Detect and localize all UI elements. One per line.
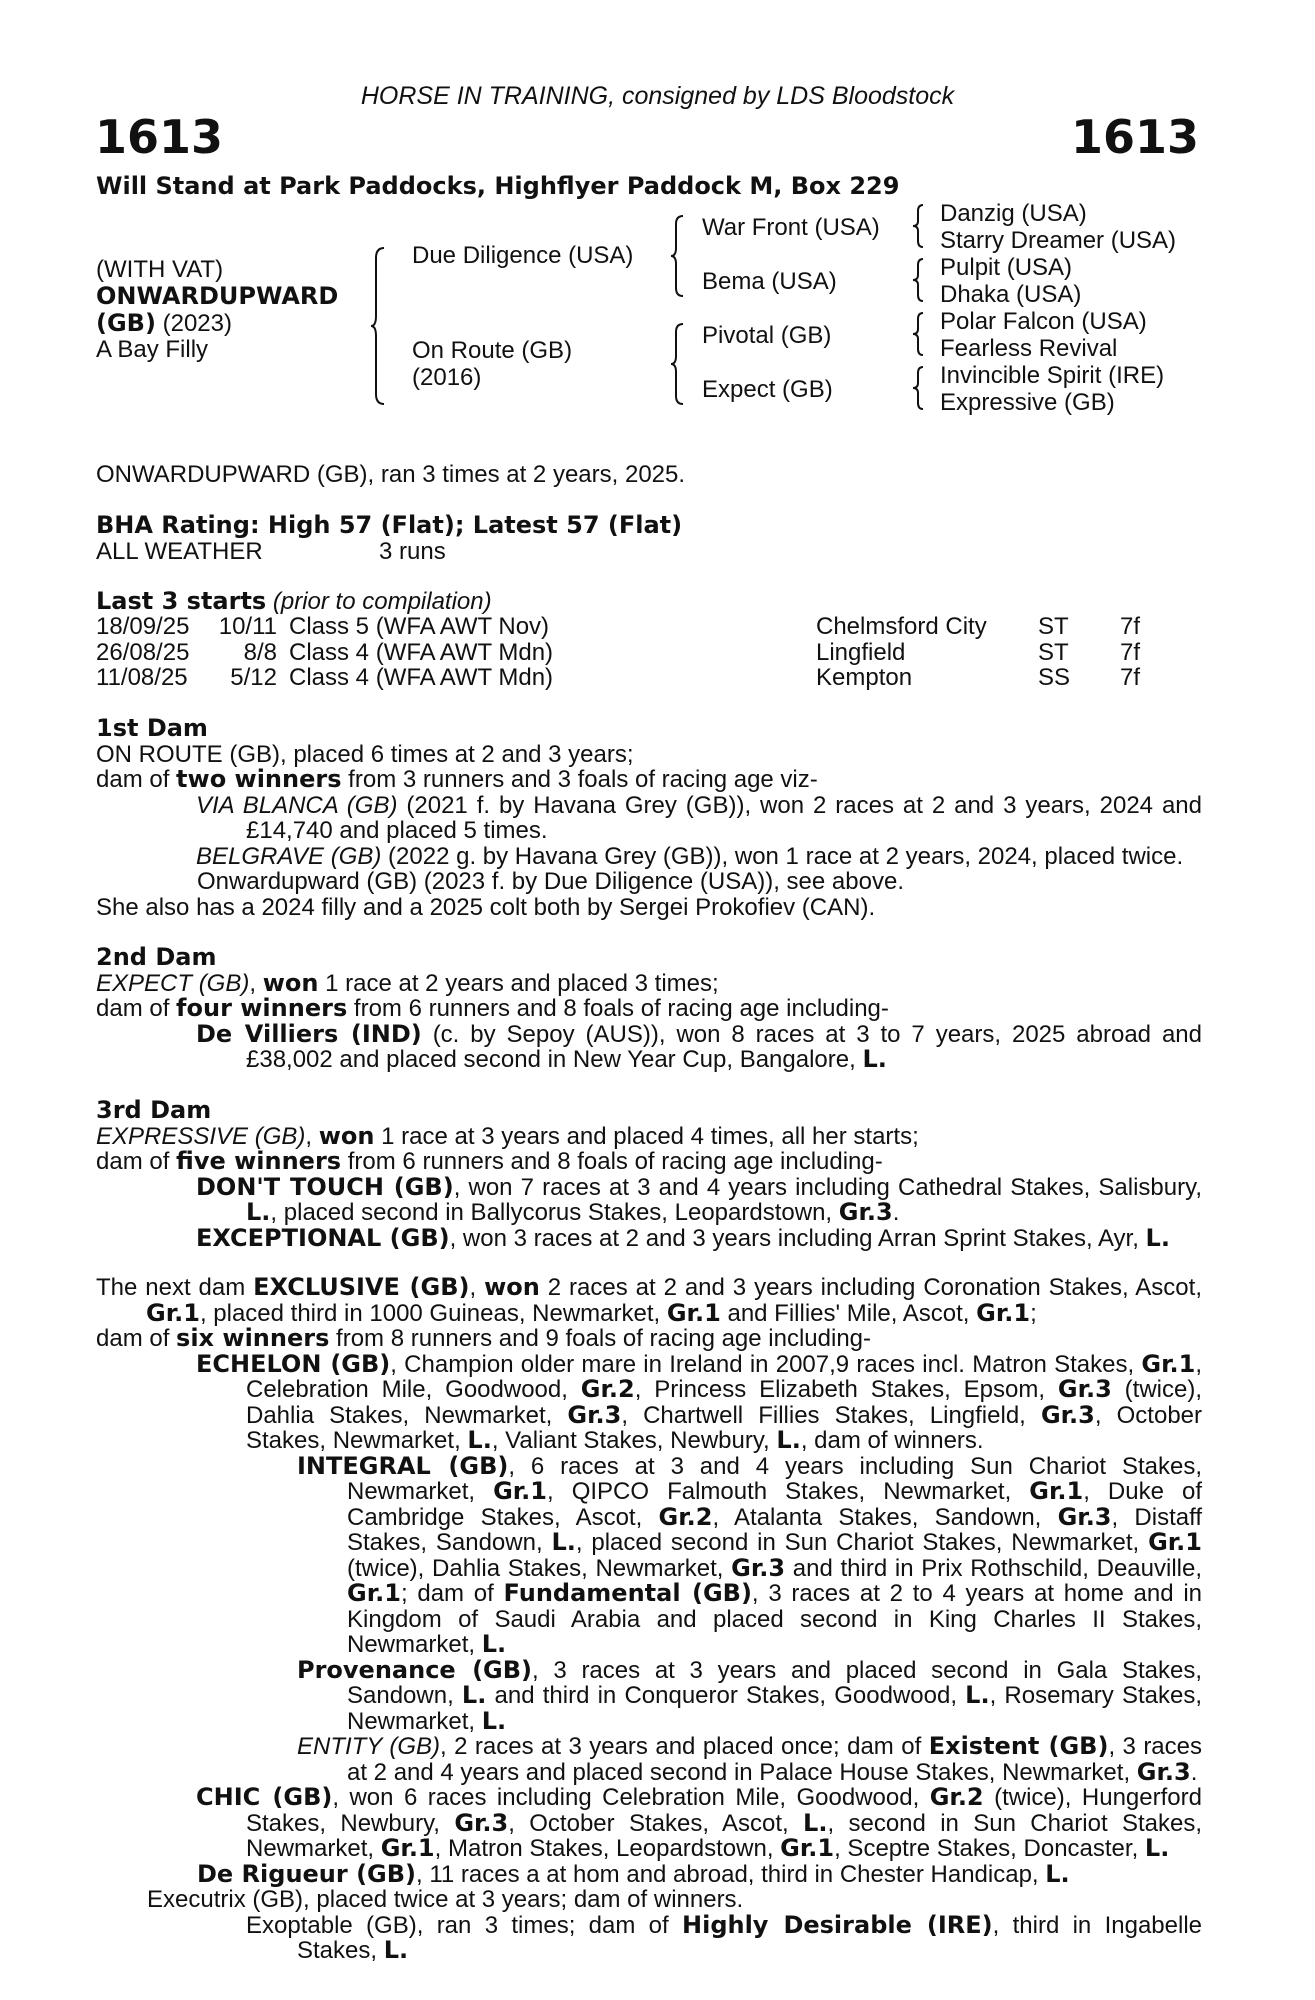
- start-class: Class 4 (WFA AWT Mdn): [289, 638, 554, 666]
- start-date: 11/08/25: [96, 664, 188, 691]
- summary-block: [96, 462, 1202, 488]
- start-row: [96, 665, 1202, 691]
- progeny-chic: CHIC (GB), won 6 races including Celebration Mile, Goodwood, Gr.2 (twice), Hungerford Stakes, Newbury, Gr.3, October Stakes, Ascot, L., second in Sun Chariot Stakes, Newmarket, Gr.1, Matron Stakes, Leopardstown, Gr.1, Sceptre Stakes, Doncaster, L.: [196, 1783, 1203, 1862]
- second-dam-section: [96, 945, 1202, 1073]
- start-course: Chelmsford City: [816, 613, 987, 640]
- dam-sire: Pivotal (GB): [702, 322, 832, 349]
- brace-sire: [670, 214, 686, 298]
- sire-sire-sire: Danzig (USA): [940, 200, 1087, 227]
- sire-sire-dam: Starry Dreamer (USA): [940, 227, 1177, 254]
- start-course: Lingfield: [816, 638, 906, 666]
- start-dist: 7f: [1120, 664, 1141, 691]
- next-dam-line1: The next dam EXCLUSIVE (GB), won 2 races at 2 and 3 years including Coronation Stakes, Ascot, Gr.1, placed third in 1000 Guineas, Newmarket, Gr.1 and Fillies' Mile, Ascot, Gr.1;: [96, 1273, 1202, 1327]
- progeny-de-villiers: De Villiers (IND) (c. by Sepoy (AUS)), won 8 races at 3 to 7 years, 2025 abroad and £38,002 and placed second in New Year Cup, Bangalore, L.: [196, 1019, 1202, 1073]
- start-pos: 10/11: [218, 613, 277, 640]
- first-dam-section: [96, 716, 1202, 920]
- brace-gen3-1: [912, 203, 926, 249]
- last-starts-heading: [96, 589, 1202, 615]
- third-dam-section: [96, 1098, 1202, 1251]
- progeny-belgrave: BELGRAVE (GB) (2022 g. by Havana Grey (GB)), won 1 race at 2 years, 2024, placed twice.: [196, 842, 1184, 870]
- vat-label: (WITH VAT): [96, 256, 224, 283]
- start-class: Class 5 (WFA AWT Nov): [289, 613, 550, 640]
- dam-dam-dam: Expressive (GB): [940, 389, 1115, 416]
- progeny-executrix: Executrix (GB), placed twice at 3 years; dam of winners.: [147, 1886, 744, 1913]
- third-dam-line2: dam of five winners from 6 runners and 8 foals of racing age including-: [96, 1147, 883, 1175]
- horse-name: ONWARDUPWARD: [96, 282, 339, 310]
- dam: On Route (GB): [412, 337, 573, 364]
- last-starts-note: (prior to compilation): [266, 588, 492, 615]
- start-dist: 7f: [1120, 638, 1141, 666]
- progeny-exoptable: Exoptable (GB), ran 3 times; dam of Highly Desirable (IRE), third in Ingabelle Stakes, L.: [246, 1910, 1203, 1964]
- second-dam-heading: 2nd Dam: [96, 943, 217, 971]
- start-going: ST: [1038, 638, 1069, 666]
- first-dam-note: She also has a 2024 filly and a 2025 colt both by Sergei Prokofiev (CAN).: [96, 893, 876, 921]
- surface-label: ALL WEATHER: [96, 537, 263, 565]
- sire-sire: War Front (USA): [702, 214, 880, 241]
- progeny-de-rigueur: De Rigueur (GB), 11 races a at hom and abroad, third in Chester Handicap, L.: [197, 1859, 1070, 1888]
- third-dam-heading: 3rd Dam: [96, 1096, 212, 1124]
- last-starts-title: Last 3 starts: [96, 587, 267, 615]
- progeny-dont-touch: DON'T TOUCH (GB), won 7 races at 3 and 4 years including Cathedral Stakes, Salisbury, L., placed second in Ballycorus Stakes, Leopardstown, Gr.3.: [196, 1172, 1202, 1226]
- start-pos: 8/8: [243, 638, 277, 666]
- first-dam-line1: ON ROUTE (GB), placed 6 times at 2 and 3 years;: [96, 740, 634, 768]
- start-row: [96, 640, 1202, 666]
- progeny-entity: ENTITY (GB), 2 races at 3 years and placed once; dam of Existent (GB), 3 races at 2 and 4 years and placed second in Palace House Stakes, Newmarket, Gr.3.: [297, 1732, 1203, 1786]
- brace-gen3-2: [912, 257, 926, 303]
- dam-dam-sire: Invincible Spirit (IRE): [940, 362, 1165, 389]
- start-class: Class 4 (WFA AWT Mdn): [289, 664, 554, 691]
- race-summary: ONWARDUPWARD (GB), ran 3 times at 2 years, 2025.: [96, 461, 686, 488]
- dam-sire-dam: Fearless Revival: [940, 335, 1118, 362]
- progeny-via-blanca: VIA BLANCA (GB) (2021 f. by Havana Grey (GB)), won 2 races at 2 and 3 years, 2024 and £14,740 and placed 5 times.: [196, 791, 1202, 844]
- progeny-onwardupward: Onwardupward (GB) (2023 f. by Due Diligence (USA)), see above.: [197, 868, 904, 895]
- dam-dam: Expect (GB): [702, 376, 833, 403]
- catalogue-header: HORSE IN TRAINING, consigned by LDS Bloodstock: [360, 82, 955, 110]
- sire-dam-sire: Pulpit (USA): [940, 254, 1073, 281]
- brace-gen3-3: [912, 311, 926, 357]
- progeny-exceptional: EXCEPTIONAL (GB), won 3 races at 2 and 3 years including Arran Sprint Stakes, Ayr, L.: [196, 1223, 1170, 1252]
- second-dam-line1: EXPECT (GB), won 1 race at 2 years and placed 3 times;: [96, 968, 719, 997]
- start-date: 26/08/25: [96, 638, 190, 666]
- next-dam-section: [96, 1275, 1202, 1964]
- start-going: SS: [1038, 664, 1071, 691]
- starts-table: [96, 614, 1202, 692]
- horse-name-year: (GB) (2023): [96, 309, 232, 337]
- lot-number-right: 1613: [1070, 110, 1199, 164]
- dam-sire-sire: Polar Falcon (USA): [940, 308, 1147, 335]
- surface-row: [96, 539, 1202, 565]
- stand-location: Will Stand at Park Paddocks, Highflyer Paddock M, Box 229: [96, 172, 900, 200]
- progeny-echelon: ECHELON (GB), Champion older mare in Ireland in 2007,9 races incl. Matron Stakes, Gr.1, Celebration Mile, Goodwood, Gr.2, Princess Elizabeth Stakes, Epsom, Gr.3 (twice), Dahlia Stakes, Newmarket, Gr.3, Chartwell Fillies Stakes, Lingfield, Gr.3, October Stakes, Newmarket, L., Valiant Stakes, Newbury, L., dam of winners.: [196, 1349, 1203, 1454]
- bha-rating: BHA Rating: High 57 (Flat); Latest 57 (Flat): [96, 511, 683, 539]
- start-row: [96, 614, 1202, 640]
- brace-dam: [670, 322, 686, 406]
- start-dist: 7f: [1120, 613, 1141, 640]
- second-dam-line2: dam of four winners from 6 runners and 8 foals of racing age including-: [96, 994, 889, 1022]
- sire-dam-dam: Dhaka (USA): [940, 281, 1082, 308]
- brace-gen3-4: [912, 365, 926, 411]
- first-dam-heading: 1st Dam: [96, 714, 208, 742]
- sire-dam: Bema (USA): [702, 268, 837, 295]
- rating-block: [96, 513, 1202, 564]
- dam-year: (2016): [412, 364, 482, 391]
- sire: Due Diligence (USA): [412, 242, 634, 269]
- first-dam-line2: dam of two winners from 3 runners and 3 foals of racing age viz-: [96, 765, 818, 793]
- progeny-integral: INTEGRAL (GB), 6 races at 3 and 4 years including Sun Chariot Stakes, Newmarket, Gr.1, QIPCO Falmouth Stakes, Newmarket, Gr.1, Duke of Cambridge Stakes, Ascot, Gr.2, Atalanta Stakes, Sandown, Gr.3, Distaff Stakes, Sandown, L., placed second in Sun Chariot Stakes, Newmarket, Gr.1 (twice), Dahlia Stakes, Newmarket, Gr.3 and third in Prix Rothschild, Deauville, Gr.1; dam of Fundamental (GB), 3 races at 2 to 4 years at home and in Kingdom of Saudi Arabia and placed second in King Charles II Stakes, Newmarket, L.: [297, 1451, 1203, 1658]
- lot-number-left: 1613: [95, 110, 224, 164]
- next-dam-line2: dam of six winners from 8 runners and 9 foals of racing age including-: [96, 1324, 872, 1352]
- start-course: Kempton: [816, 664, 913, 691]
- start-pos: 5/12: [230, 664, 277, 691]
- start-date: 18/09/25: [96, 613, 190, 640]
- brace-main: [370, 246, 388, 406]
- start-going: ST: [1038, 613, 1069, 640]
- surface-runs: 3 runs: [379, 537, 446, 565]
- progeny-provenance: Provenance (GB), 3 races at 3 years and placed second in Gala Stakes, Sandown, L. and third in Conqueror Stakes, Goodwood, L., Rosemary Stakes, Newmarket, L.: [297, 1655, 1203, 1735]
- horse-description: A Bay Filly: [96, 336, 209, 363]
- third-dam-line1: EXPRESSIVE (GB), won 1 race at 3 years and placed 4 times, all her starts;: [96, 1121, 919, 1150]
